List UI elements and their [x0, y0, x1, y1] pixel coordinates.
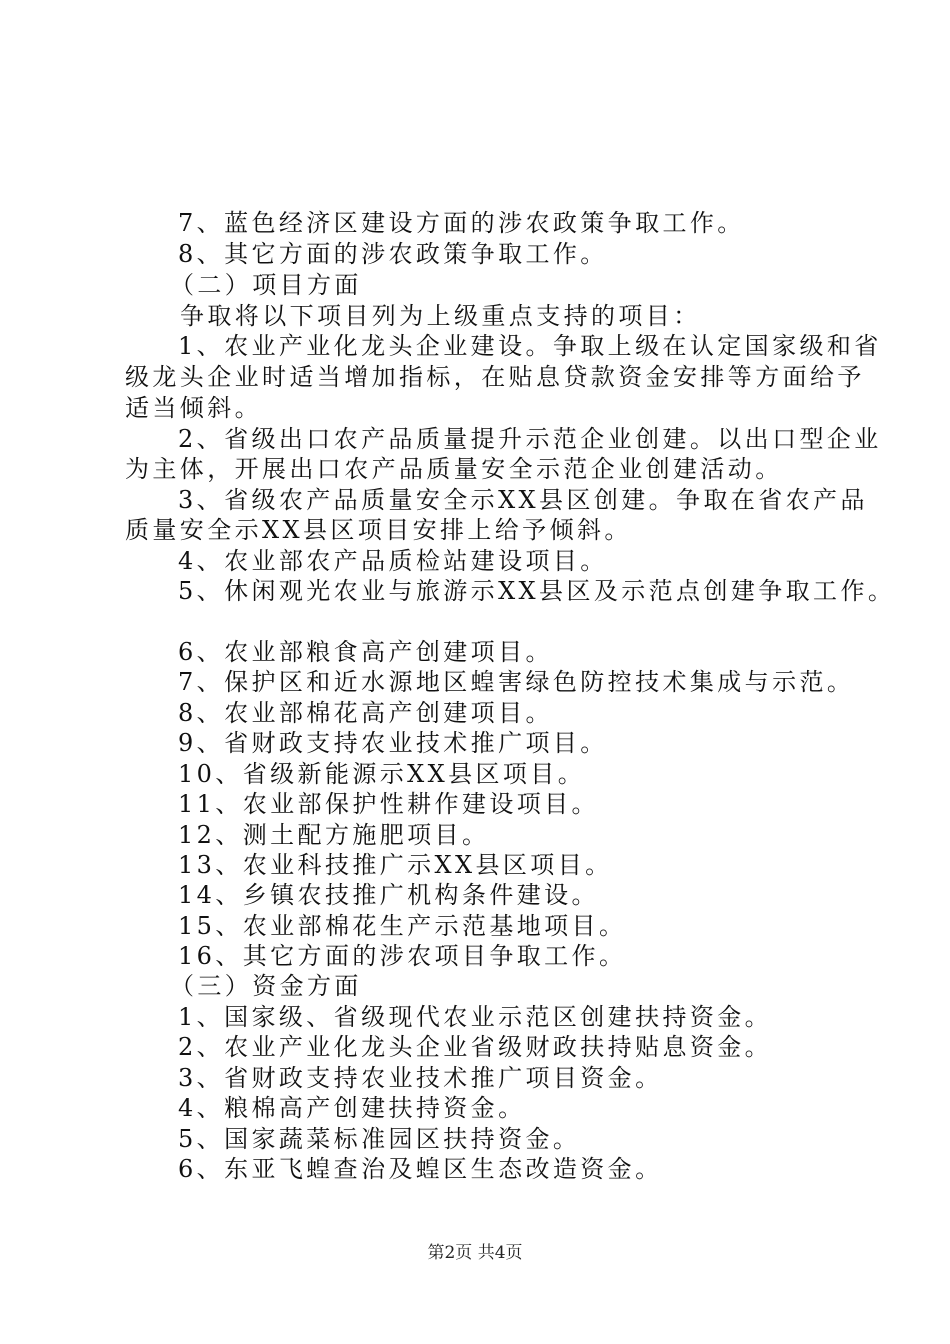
text-line: 争取将以下项目列为上级重点支持的项目：	[180, 302, 701, 330]
section-heading: （三）资金方面	[170, 972, 362, 1000]
text-line: 2、农业产业化龙头企业省级财政扶持贴息资金。	[178, 1033, 773, 1061]
text-line: 3、省级农产品质量安全示XX县区创建。争取在省农产品	[178, 486, 868, 514]
text-line: 级龙头企业时适当增加指标，在贴息贷款资金安排等方面给予	[125, 363, 865, 391]
text-line: 13、农业科技推广示XX县区项目。	[178, 851, 613, 879]
text-line: 11、农业部保护性耕作建设项目。	[178, 790, 599, 818]
text-line: 8、其它方面的涉农政策争取工作。	[178, 240, 608, 268]
text-line: 4、粮棉高产创建扶持资金。	[178, 1094, 526, 1122]
page-footer	[0, 1242, 950, 1264]
text-line: 2、省级出口农产品质量提升示范企业创建。以出口型企业	[178, 425, 882, 453]
text-line: 16、其它方面的涉农项目争取工作。	[178, 942, 627, 970]
text-line: 6、东亚飞蝗查治及蝗区生态改造资金。	[178, 1155, 663, 1183]
page-number-label: 第2页 共4页	[427, 1243, 523, 1263]
text-line: 适当倾斜。	[125, 394, 262, 422]
text-line: 4、农业部农产品质检站建设项目。	[178, 547, 608, 575]
text-line: 8、农业部棉花高产创建项目。	[178, 699, 553, 727]
section-heading: （二）项目方面	[170, 271, 362, 299]
text-line: 15、农业部棉花生产示范基地项目。	[178, 912, 627, 940]
text-line: 7、蓝色经济区建设方面的涉农政策争取工作。	[178, 209, 745, 237]
text-line: 3、省财政支持农业技术推广项目资金。	[178, 1064, 663, 1092]
text-line: 9、省财政支持农业技术推广项目。	[178, 729, 608, 757]
text-line: 5、国家蔬菜标准园区扶持资金。	[178, 1125, 581, 1153]
text-line: 7、保护区和近水源地区蝗害绿色防控技术集成与示范。	[178, 668, 855, 696]
text-line: 12、测土配方施肥项目。	[178, 821, 490, 849]
text-line: 6、农业部粮食高产创建项目。	[178, 638, 553, 666]
text-line: 为主体，开展出口农产品质量安全示范企业创建活动。	[125, 455, 783, 483]
text-line: 10、省级新能源示XX县区项目。	[178, 760, 586, 788]
text-line: 14、乡镇农技推广机构条件建设。	[178, 881, 599, 909]
text-line: 1、农业产业化龙头企业建设。争取上级在认定国家级和省	[178, 332, 882, 360]
text-line: 5、休闲观光农业与旅游示XX县区及示范点创建争取工作。	[178, 577, 896, 605]
text-line: 质量安全示XX县区项目安排上给予倾斜。	[125, 516, 632, 544]
text-line: 1、国家级、省级现代农业示范区创建扶持资金。	[178, 1003, 773, 1031]
